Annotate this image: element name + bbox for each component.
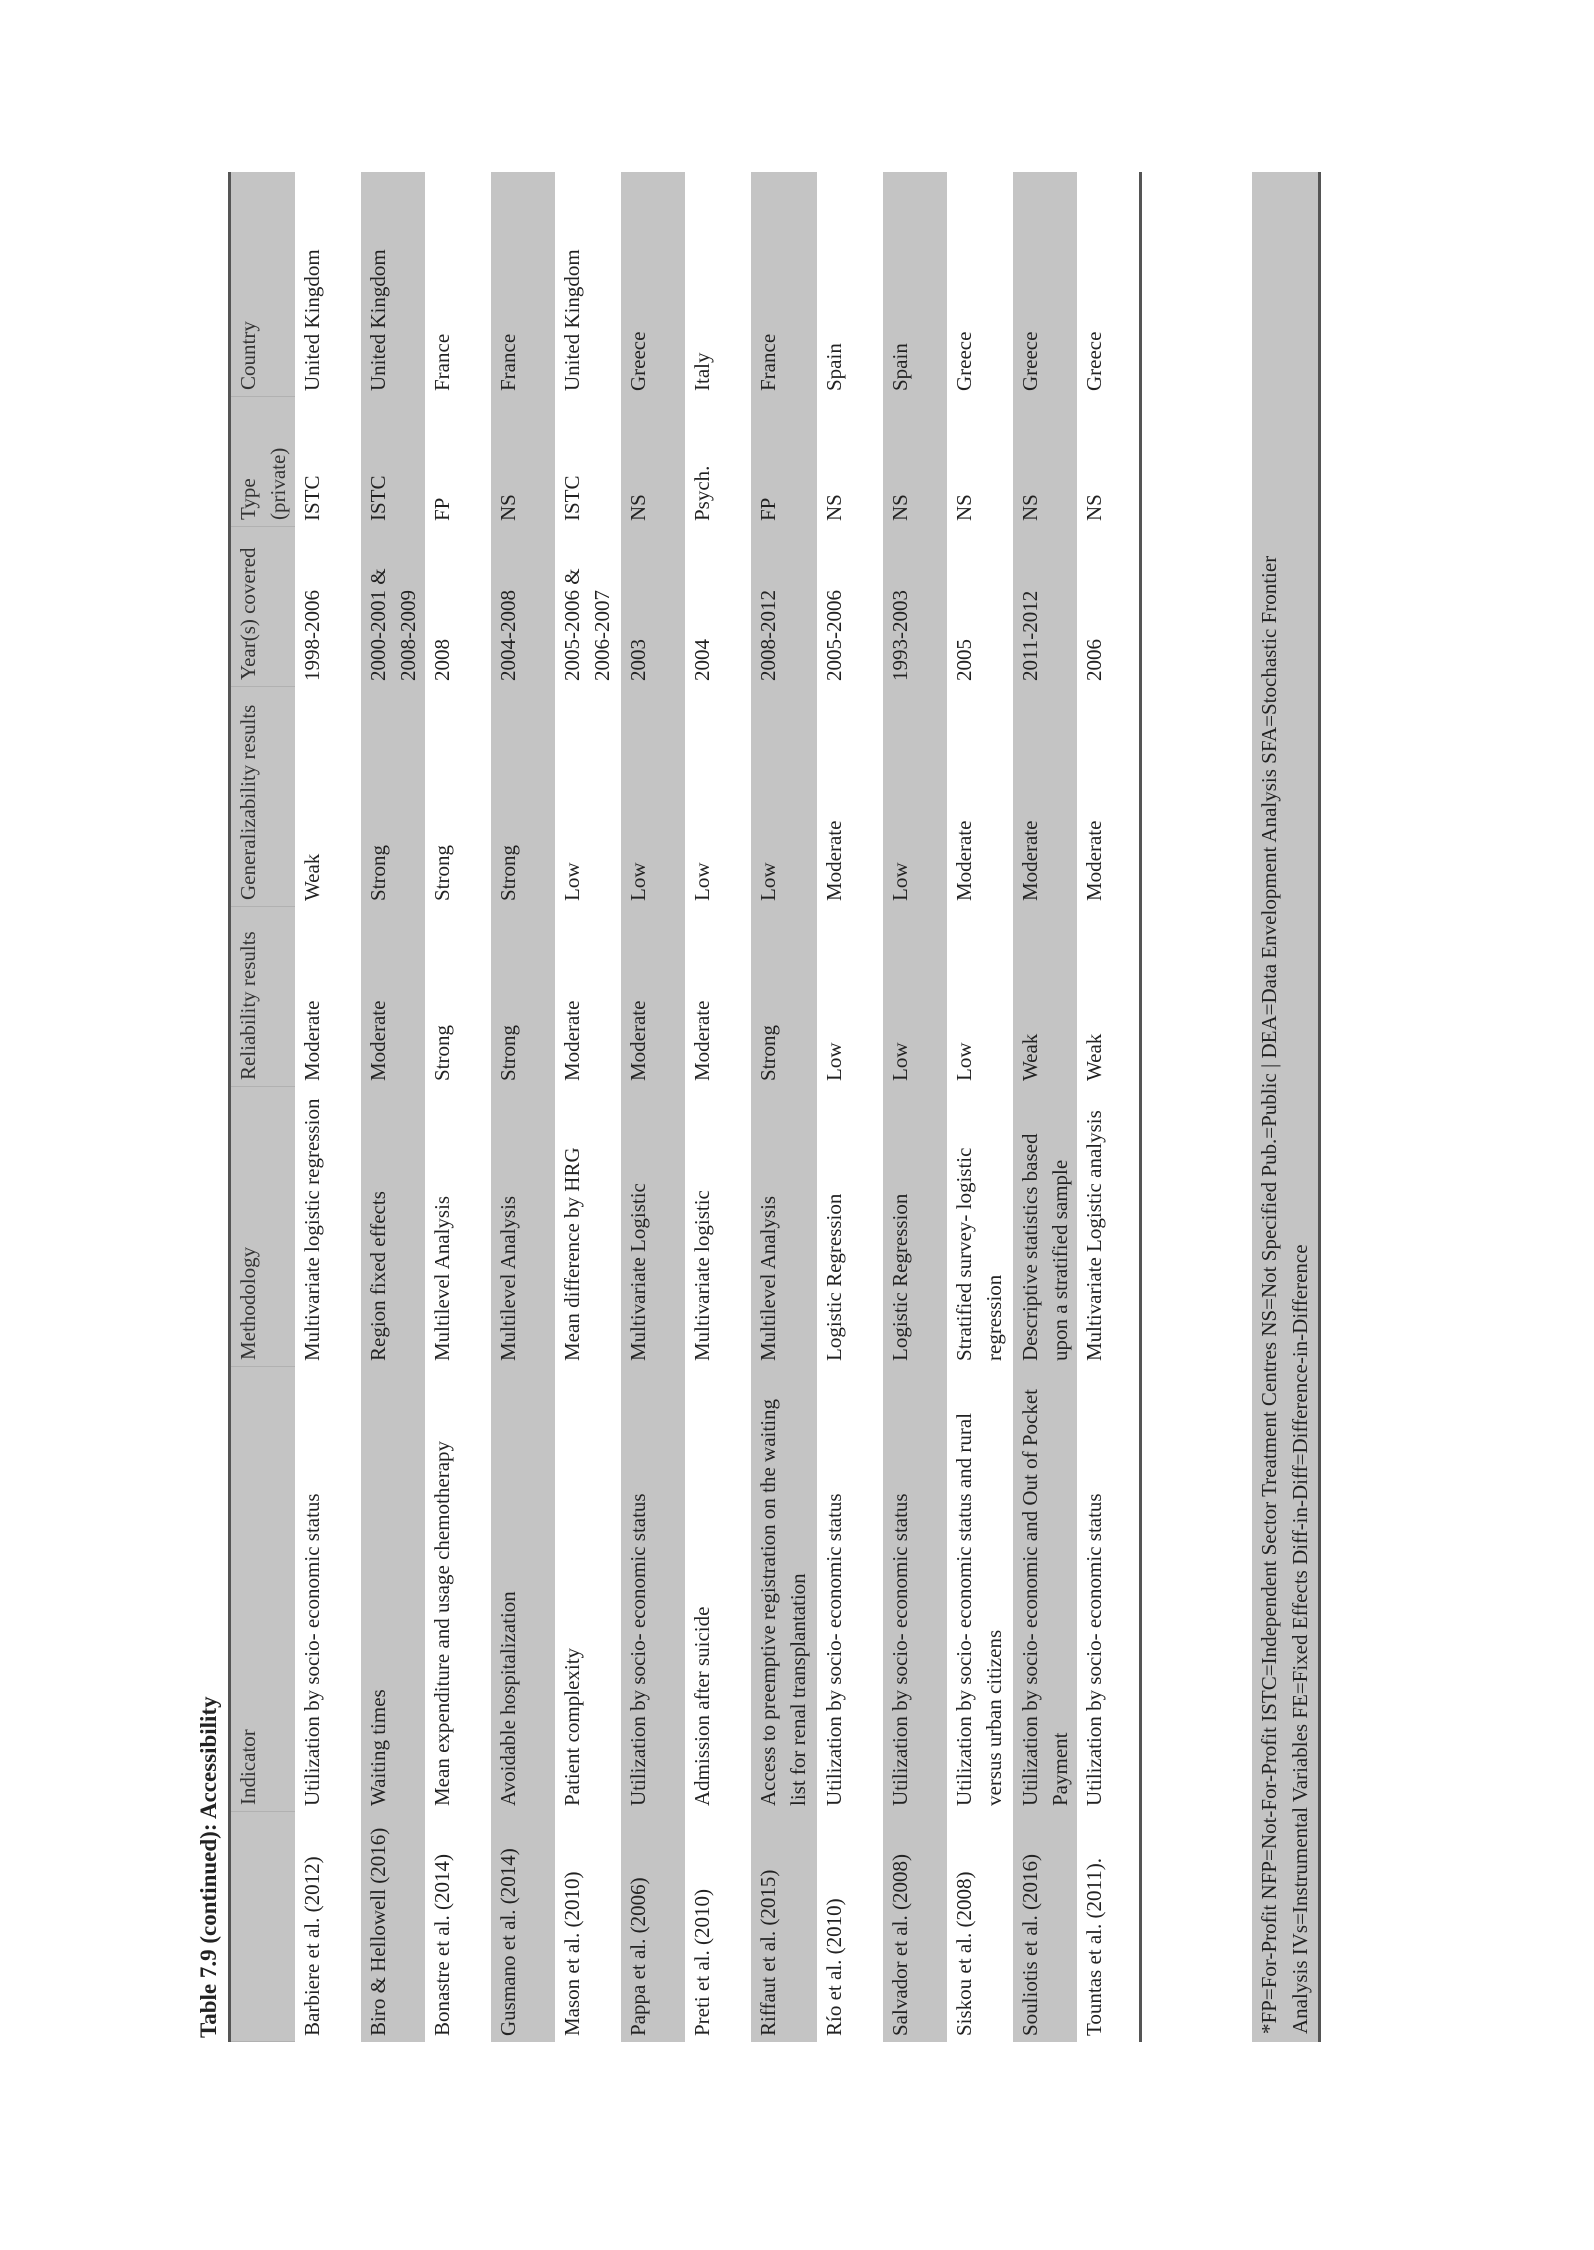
cell-type: ISTC [361,397,425,527]
cell-reliability: Low [883,907,947,1087]
cell-years: 1993-2003 [883,527,947,687]
cell-generalizability: Weak [300,853,324,901]
cell-reliability: Strong [751,907,817,1087]
table-row [621,172,685,2042]
cell-author: Río et al. (2010) [822,1898,846,2036]
header-reliability: Reliability results [231,907,295,1087]
footnote-line-1: *FP=For-Profit NFP=Not-For-Profit ISTC=Independent Sector Treatment Centres NS=Not Specified Pub.=Public | DEA=Data Envelopment Analysis SFA=Stochastic Frontier [1257,555,1281,2034]
table-caption: Table 7.9 (continued): Accessibility [196,1696,221,2038]
header-years: Year(s) covered [231,527,295,687]
cell-reliability: Weak [1013,907,1077,1087]
table-row [883,172,947,2042]
cell-country: France [430,333,454,391]
cell-country: United Kingdom [361,172,425,397]
cell-years: 2003 [621,527,685,687]
table-row [685,172,751,2042]
cell-country: Italy [690,352,714,391]
cell-generalizability: Low [751,687,817,907]
cell-generalizability: Moderate [952,820,976,901]
table-row [491,172,555,2042]
cell-years: 2006 [1082,639,1106,681]
cell-author: Gusmano et al. (2014) [491,1812,555,2042]
cell-type: NS [883,397,947,527]
table-row [361,172,425,2042]
footnote-line-2: Analysis IVs=Instrumental Variables FE=Fixed Effects Diff-in-Diff=Difference-in-Difference [1288,1244,1312,2034]
cell-country: Greece [952,331,976,391]
header-country: Country [231,172,295,397]
table-row [295,172,361,2042]
cell-generalizability: Low [883,687,947,907]
cell-author: Bonastre et al. (2014) [430,1854,454,2036]
cell-author: Barbiere et al. (2012) [300,1856,324,2036]
cell-indicator: Patient complexity [560,1647,584,1806]
table-row [817,172,883,2042]
cell-indicator: Utilization by socio- economic status [621,1367,685,1812]
cell-country: France [751,172,817,397]
cell-country: Spain [883,172,947,397]
cell-methodology: Multilevel Analysis [751,1087,817,1367]
cell-type: FP [430,497,454,521]
cell-reliability: Moderate [300,1000,324,1081]
cell-reliability: Moderate [690,1000,714,1081]
cell-years: 2008 [430,639,454,681]
cell-generalizability: Moderate [822,820,846,901]
header-indicator: Indicator [231,1367,295,1812]
cell-type: FP [751,397,817,527]
cell-methodology: Multilevel Analysis [491,1087,555,1367]
cell-indicator: Mean expenditure and usage chemotherapy [430,1440,454,1806]
cell-years: 2008-2012 [751,527,817,687]
header-methodology: Methodology [231,1087,295,1367]
cell-years: 2000-2001 & 2008-2009 [361,527,425,687]
cell-type: NS [1082,494,1106,521]
cell-author: Salvador et al. (2008) [883,1812,947,2042]
cell-reliability: Weak [1082,1033,1106,1081]
cell-methodology: Logistic Regression [883,1087,947,1367]
cell-type: ISTC [300,475,324,521]
cell-methodology: Multilevel Analysis [430,1195,454,1361]
cell-author: Tountas et al. (2011). [1082,1858,1106,2036]
cell-years: 2005-2006 & 2006-2007 [560,568,614,681]
accessibility-table [228,172,1142,2042]
cell-methodology: Region fixed effects [361,1087,425,1367]
header-type: Type (private) [231,397,295,527]
cell-methodology: Mean difference by HRG [560,1147,584,1361]
cell-author: Riffaut et al. (2015) [751,1812,817,2042]
cell-years: 2005-2006 [822,590,846,681]
cell-indicator: Waiting times [361,1367,425,1812]
cell-methodology: Descriptive statistics based upon a stratified sample [1013,1087,1077,1367]
cell-indicator: Admission after suicide [690,1606,714,1806]
cell-author: Souliotis et al. (2016) [1013,1812,1077,2042]
cell-reliability: Low [952,1042,976,1081]
header-author [231,1812,295,2042]
cell-type: NS [621,397,685,527]
cell-generalizability: Strong [361,687,425,907]
table-row [751,172,817,2042]
cell-author: Siskou et al. (2008) [952,1871,976,2036]
cell-years: 2004 [690,639,714,681]
cell-indicator: Utilization by socio- economic status and rural versus urban citizens [952,1412,1006,1806]
cell-years: 2004-2008 [491,527,555,687]
cell-methodology: Multivariate logistic regression [300,1098,324,1361]
cell-years: 1998-2006 [300,590,324,681]
cell-methodology: Logistic Regression [822,1193,846,1361]
cell-methodology: Stratified survey- logistic regression [952,1147,1006,1361]
cell-indicator: Access to preemptive registration on the waiting list for renal transplantation [751,1367,817,1812]
cell-generalizability: Strong [430,844,454,901]
cell-type: NS [822,494,846,521]
table-row [1013,172,1077,2042]
cell-reliability: Strong [430,1024,454,1081]
cell-generalizability: Moderate [1013,687,1077,907]
cell-generalizability: Low [621,687,685,907]
cell-type: Psych. [690,465,714,521]
cell-years: 2011-2012 [1013,527,1077,687]
cell-indicator: Utilization by socio- economic status [1082,1493,1106,1806]
cell-indicator: Utilization by socio- economic and Out of Pocket Payment [1013,1367,1077,1812]
cell-type: NS [952,494,976,521]
cell-methodology: Multivariate Logistic [621,1087,685,1367]
cell-author: Biro & Hellowell (2016) [361,1812,425,2042]
cell-generalizability: Low [560,862,584,901]
cell-indicator: Utilization by socio- economic status [300,1493,324,1806]
cell-type: ISTC [560,475,584,521]
cell-country: Greece [1082,331,1106,391]
cell-country: Spain [822,343,846,391]
cell-author: Mason et al. (2010) [560,1871,584,2036]
cell-years: 2005 [952,639,976,681]
cell-reliability: Low [822,1042,846,1081]
table-footnote [1252,172,1321,2042]
rotated-page [190,172,1312,2042]
cell-country: France [491,172,555,397]
table-body [295,172,1139,2042]
cell-reliability: Moderate [621,907,685,1087]
table-row [947,172,1013,2042]
cell-generalizability: Moderate [1082,820,1106,901]
cell-reliability: Moderate [361,907,425,1087]
cell-country: United Kingdom [560,249,584,391]
table-row [425,172,491,2042]
cell-indicator: Utilization by socio- economic status [883,1367,947,1812]
cell-author: Pappa et al. (2006) [621,1812,685,2042]
cell-author: Preti et al. (2010) [690,1889,714,2036]
header-generalizability: Generalizability results [231,687,295,907]
cell-methodology: Multivariate logistic [690,1190,714,1361]
table-row [555,172,621,2042]
cell-reliability: Strong [491,907,555,1087]
cell-type: NS [1013,397,1077,527]
cell-country: Greece [1013,172,1077,397]
cell-generalizability: Low [690,862,714,901]
cell-generalizability: Strong [491,687,555,907]
cell-indicator: Avoidable hospitalization [491,1367,555,1812]
cell-reliability: Moderate [560,1000,584,1081]
cell-indicator: Utilization by socio- economic status [822,1493,846,1806]
table-header-row [231,172,295,2042]
cell-country: Greece [621,172,685,397]
cell-country: United Kingdom [300,249,324,391]
cell-type: NS [491,397,555,527]
cell-methodology: Multivariate Logistic analysis [1082,1110,1106,1361]
table-row [1077,172,1139,2042]
